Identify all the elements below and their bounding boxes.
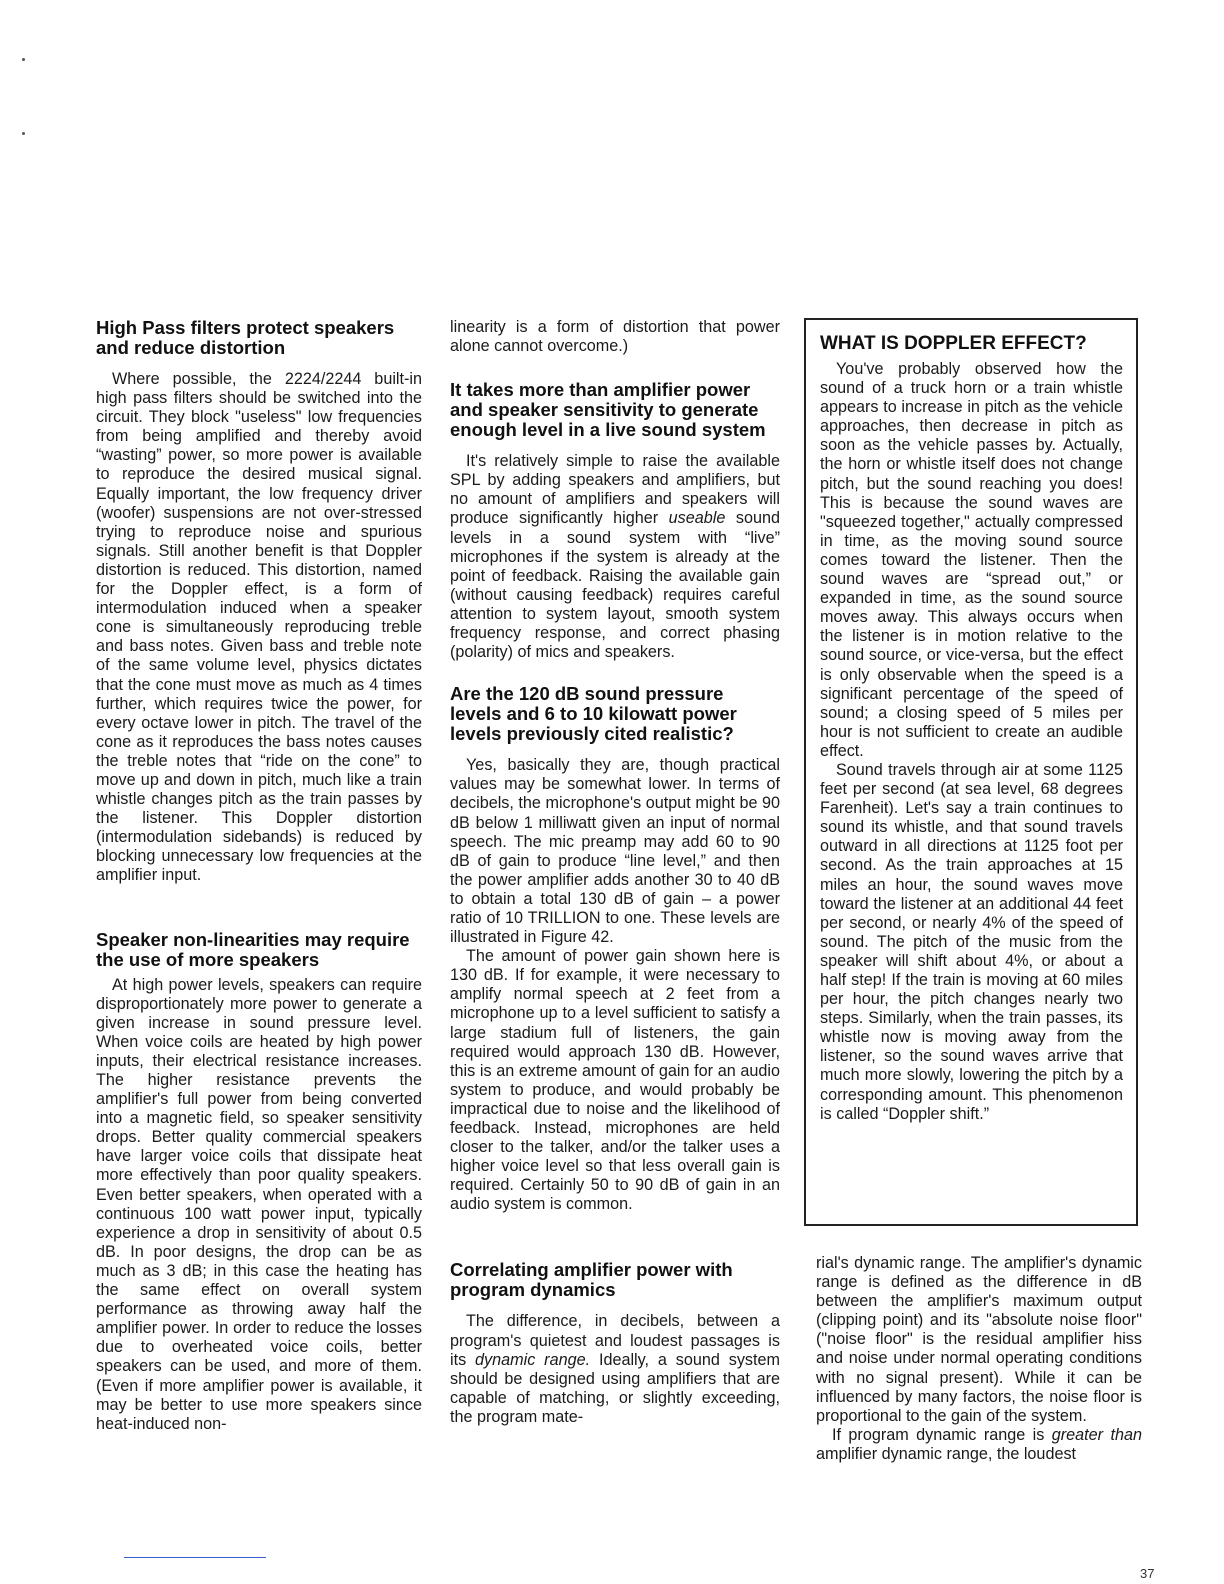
paragraph-speaker-non-linearities: At high power levels, speakers can require disproportionately more power to generate a given increase in sound pressure level. When voice coils are heated by high power inputs, their electrical resistance increases. The higher resistance prevents the amplifier's full power from being converted into a magnetic field, so speaker sensitivity drops. Better quality commercial speakers have larger voice coils that dissipate heat more effectively than poor quality speakers. Even better speakers, when operated with a continuous 100 watt power input, typically experience a drop in sensitivity of about 0.5 dB. In poor designs, the drop can be as much as 3 dB; in this case the heating has the same effect on overall system performance as throwing away half the amplifier power. In order to reduce the losses due to overheated voice coils, better speakers can be used, and more of them. (Even if more amplifier power is available, it may be better to use more speakers since heat-induced non- xyxy=(96,975,422,1433)
heading-high-pass-filters: High Pass filters protect speakers and reduce distortion xyxy=(96,317,395,358)
paragraph-amplifier-power: It's relatively simple to raise the available SPL by adding speakers and amplifiers, but no amount of amplifiers and speakers will produce significantly higher useable sound levels in a sound system with “live” microphones if the system is already at the point of feedback. Raising the available gain (without causing feedback) requires careful attention to system layout, smooth system frequency response, and correct phasing (polarity) of mics and speakers. xyxy=(450,452,780,662)
paragraph-amplifier-dynamic-range: rial's dynamic range. The amplifier's dynamic range is defined as the difference in dB between the amplifier's maximum output (clipping point) and its "absolute noise floor" ("noise floor" is the residual amplifier hiss and noise under normal operating conditions with no signal present). While it can be influenced by many factors, the noise floor is proportional to the gain of the system. xyxy=(816,1254,1142,1425)
paragraph-power-gain: The amount of power gain shown here is 130 dB. If for example, it were necessary to amplify normal speech at 2 feet from a microphone up to a level sufficient to satisfy a large stadium full of listeners, the gain required would approach 130 dB. However, this is an extreme amount of gain for an audio system to produce, and would probably be impractical due to noise and the likelihood of feedback. Instead, microphones are held closer to the talker, and/or the talker uses a higher voice level so that less overall gain is required. Certainly 50 to 90 dB of gain in an audio system is common. xyxy=(450,947,780,1214)
column-1 xyxy=(96,318,422,1434)
column-2 xyxy=(450,318,780,1427)
paragraph-120db-yes: Yes, basically they are, though practical values may be somewhat lower. In terms of decibels, the microphone's output might be 90 dB below 1 milliwatt given an input of normal speech. The mic preamp may add 60 to 90 dB of gain to produce “line level,” and then the power amplifier adds another 30 to 40 dB to obtain a total 130 dB of gain – a power ratio of 10 TRILLION to one. These levels are illustrated in Figure 42. xyxy=(450,756,780,947)
doppler-sidebar xyxy=(804,318,1138,1226)
paragraph-continued: linearity is a form of distortion that power alone cannot overcome.) xyxy=(450,318,780,356)
footer-rule xyxy=(124,1557,266,1558)
column-3 xyxy=(816,1254,1142,1464)
scan-dot xyxy=(22,58,25,61)
paragraph-high-pass: Where possible, the 2224/2244 built-in high pass filters should be switched into the circuit. They block "useless" low frequencies from being amplified and thereby avoid “wasting” power, so more power is available to reproduce the desired musical signal. Equally important, the low frequency driver (woofer) suspensions are not over-stressed trying to reproduce noise and spurious signals. Still another benefit is that Doppler distortion is reduced. This distortion, named for the Doppler effect, is a form of intermodulation induced when a speaker cone is simultaneously reproducing treble and bass notes. Given bass and treble note of the same volume level, physics dictates that the cone must move as much as 4 times further, which requires twice the power, for every octave lower in pitch. The travel of the cone as it reproduces the bass notes causes the treble notes that “ride on the cone” to move up and down in pitch, much like a train whistle changes pitch as the train passes by the listener. This Doppler distortion (intermodulation sidebands) is reduced by blocking unnecessary low frequencies at the amplifier input. xyxy=(96,370,422,885)
page-number: 37 xyxy=(1140,1566,1155,1581)
heading-speaker-non-linearities: Speaker non-linearities may require the use of more speakers xyxy=(96,928,410,970)
paragraph-dynamic-range: The difference, in decibels, between a program's quietest and loudest passages is its dynamic range. Ideally, a sound system should be designed using amplifiers that are capable of matching, or slightly exceeding, the program mate- xyxy=(450,1312,780,1426)
heading-program-dynamics: Correlating amplifier power with program dynamics xyxy=(450,1259,733,1301)
heading-amplifier-power: It takes more than amplifier power and speaker sensitivity to generate enough level in a live sound system xyxy=(450,379,766,441)
scan-dot xyxy=(22,132,25,135)
sidebar-title: WHAT IS DOPPLER EFFECT? xyxy=(820,333,1087,354)
sidebar-paragraph-1: You've probably observed how the sound of a truck horn or a train whistle appears to increase in pitch as the vehicle approaches, then decrease in pitch as soon as the vehicle passes by. Actually, the horn or whistle itself does not change pitch, but the sound reaching you does! This is because the sound waves are "squeezed together," actually compressed in time, as the moving sound source comes toward the listener. Then the sound waves are “spread out,” or expanded in time, as the sound source moves away. This always occurs when the listener is in motion relative to the sound source, or vice-versa, but the effect is only observable when the speed is a significant percentage of the speed of sound; a closing speed of 5 miles per hour is not sufficient to create an audible effect. xyxy=(820,360,1123,760)
paragraph-program-dynamic-range: If program dynamic range is greater than amplifier dynamic range, the loudest xyxy=(816,1425,1142,1463)
heading-120db-levels: Are the 120 dB sound pressure levels and 6 to 10 kilowatt power levels previously cited realistic? xyxy=(450,683,737,745)
sidebar-paragraph-2: Sound travels through air at some 1125 feet per second (at sea level, 68 degrees Farenheit). Let's say a train continues to sound its whistle, and that sound travels outward in all directions at 1125 foot per second. As the train approaches at 15 miles an hour, the sound waves move toward the listener at an additional 44 feet per second, or nearly 4% of the speed of sound. The pitch of the music from the speaker will shift about 4%, or about a half step! If the train is moving at 60 miles per hour, the pitch changes nearly two steps. Similarly, when the train passes, its whistle now is moving away from the listener, so the sound waves arrive that much more slowly, lowering the pitch by a corresponding amount. This phenomenon is called “Doppler shift.” xyxy=(820,760,1123,1123)
